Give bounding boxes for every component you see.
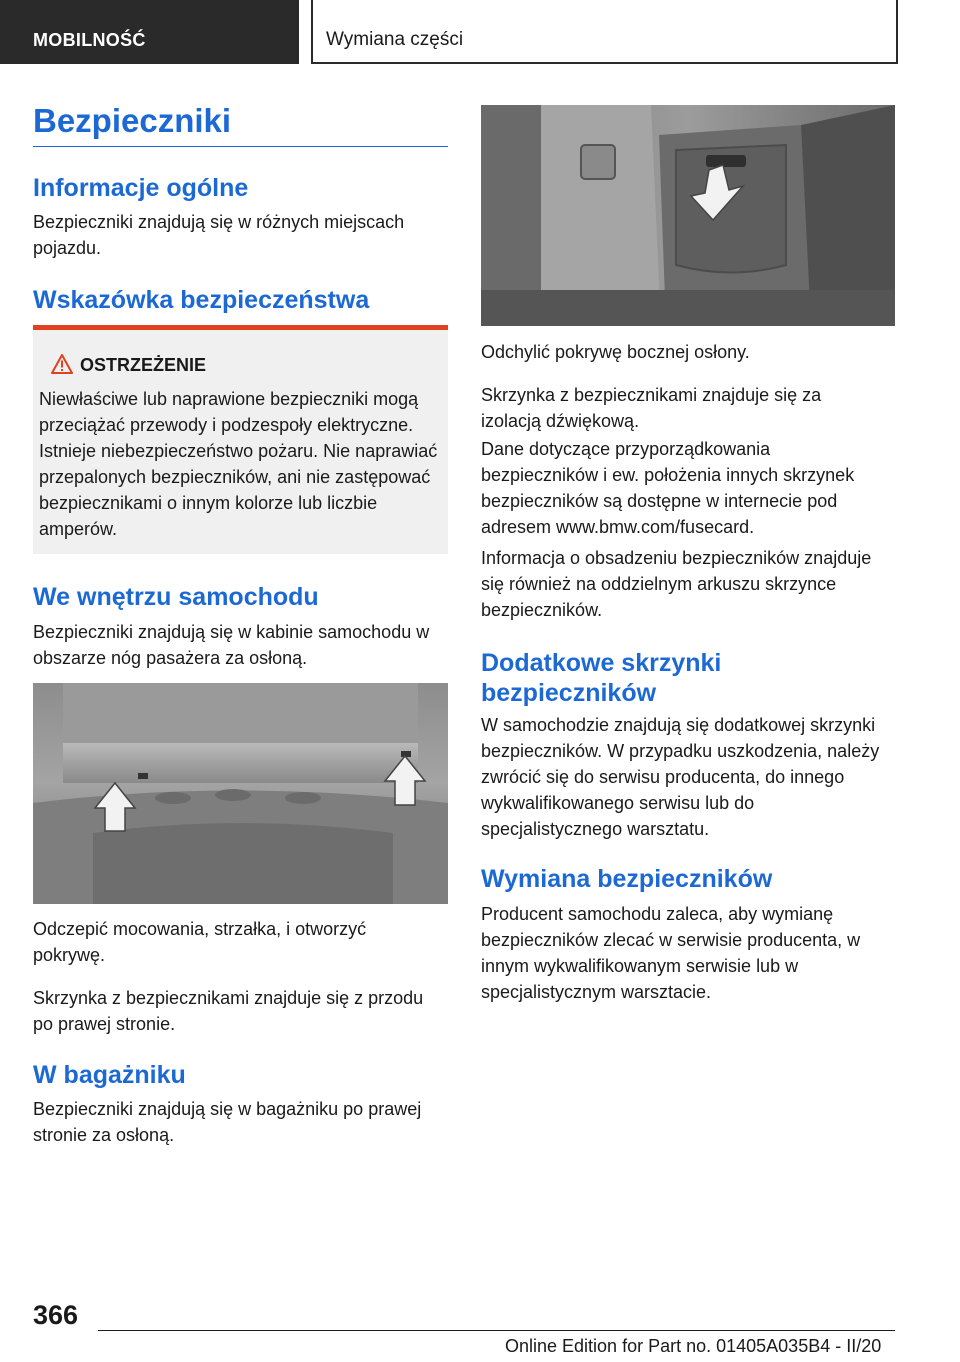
trunk-heading: W bagażniku [33,1061,186,1089]
warning-triangle-icon [51,354,73,374]
section-tab [0,0,299,64]
trunk-text: Bezpieczniki znajdują się w bagażniku po prawej stronie za osłoną. [33,1099,422,1145]
edition-label: Online Edition for Part no. 01405A035B4 - II/20 [505,1336,882,1356]
interior-caption: Odczepić mocowania, strzałka, i otworzyć pokrywę. [33,919,367,965]
chapter-label: Wymiana części [326,29,464,50]
title-divider [33,146,448,147]
chapter-tab [311,0,898,64]
warning-box [33,325,448,554]
replace-heading: Wymiana bezpieczników [481,865,773,893]
interior-text: Bezpieczniki znajdują się w kabinie samochodu w obszarze nóg pasażera za osłoną. [33,622,430,668]
extra-fuseboxes-heading: Dodatkowe skrzynki bezpieczników [481,649,722,707]
fusecard-text: Dane dotyczące przyporządkowania bezpieczników i ew. położenia innych skrzynek bezpieczników są dostępne w internecie pod adresem www.bmw.com/fusecard. [481,439,855,537]
interior-heading: We wnętrzu samochodu [33,583,319,611]
fusebox-location-text: Skrzynka z bezpiecznikami znajduje się za izolacją dźwiękową. [481,385,822,431]
extra-fuseboxes-text: W samochodzie znajdują się dodatkowej skrzynki bezpieczników. W przypadku uszkodzenia, należy zwrócić się do serwisu producenta, do innego wykwalifikowanego serwisu lub do specjalistycznego warsztatu. [481,715,880,839]
page-number: 366 [33,1300,79,1330]
page-title: Bezpieczniki [33,102,232,139]
trunk-photo [481,105,895,326]
fuse-sheet-text: Informacja o obsadzeniu bezpieczników znajduje się również na oddzielnym arkuszu skrzynce bezpieczników. [481,548,872,620]
footer-divider [98,1330,895,1331]
interior-note: Skrzynka z bezpiecznikami znajduje się z przodu po prawej stronie. [33,988,424,1034]
general-heading: Informacje ogólne [33,174,249,202]
general-text: Bezpieczniki znajdują się w różnych miejscach pojazdu. [33,212,405,258]
interior-photo [33,683,448,904]
replace-text: Producent samochodu zaleca, aby wymianę bezpieczników zlecać w serwisie producenta, w innym wykwalifikowanym serwisie lub w specjalistycznym warsztacie. [481,904,861,1002]
warning-text: Niewłaściwe lub naprawione bezpieczniki mogą przeciążać przewody i podzespoły elektryczne. Istnieje niebezpieczeństwo pożaru. Nie naprawiać przepalonych bezpieczników, ani nie zastępować bezpiecznikami o innym kolorze lub liczbie amperów. [39,389,438,539]
warning-title: OSTRZEŻENIE [80,355,207,375]
section-label: MOBILNOŚĆ [33,30,146,50]
safety-heading: Wskazówka bezpieczeństwa [33,286,370,314]
trunk-caption: Odchylić pokrywę bocznej osłony. [481,342,750,362]
